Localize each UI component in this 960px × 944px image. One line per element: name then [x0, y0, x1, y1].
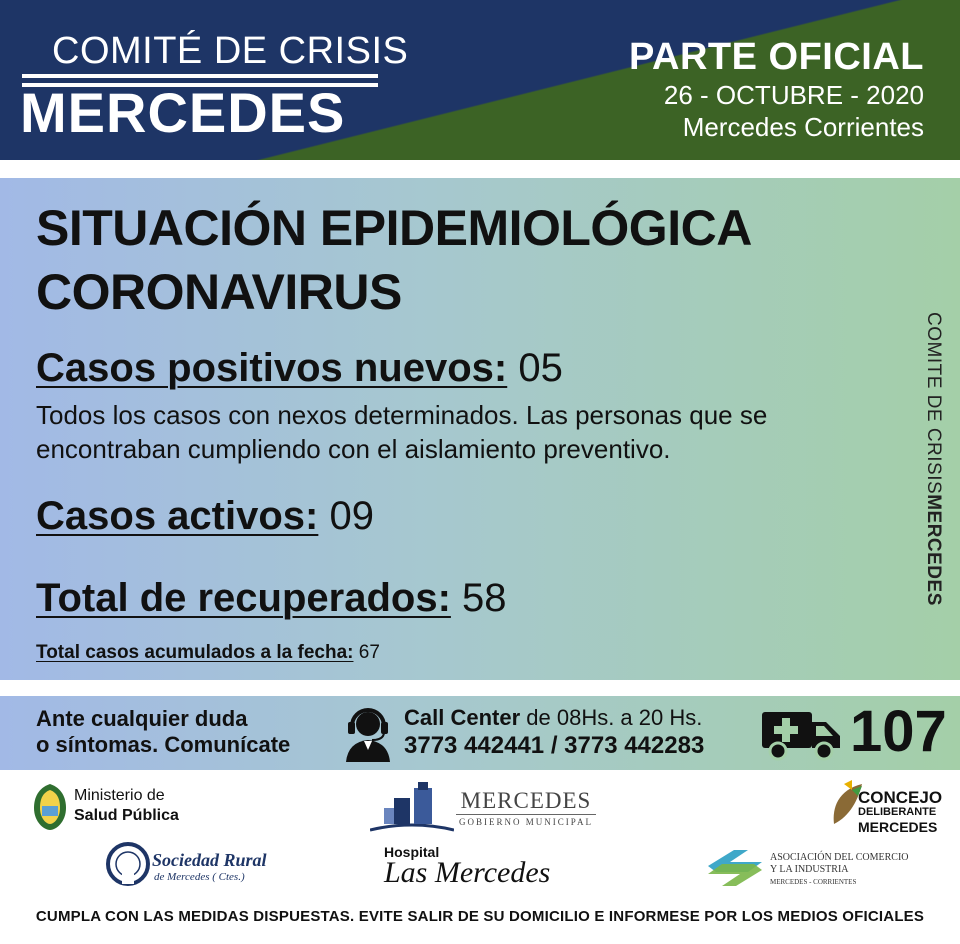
- call-center-hours: de 08Hs. a 20 Hs.: [520, 705, 703, 730]
- parte-oficial-block: [629, 36, 924, 143]
- concejo-line-2: DELIBERANTE: [858, 806, 937, 818]
- recuperados-value: 58: [462, 576, 507, 620]
- ministerio-line-1: Ministerio de: [74, 787, 165, 804]
- side-brand-light: COMITE DE CRISIS: [923, 312, 944, 495]
- nuevos-value: 05: [518, 346, 563, 390]
- contact-line-2: o síntomas. Comunícate: [36, 732, 291, 757]
- activos-value: 09: [329, 494, 374, 538]
- brand-top-text: COMITÉ DE CRISIS: [52, 30, 409, 72]
- hospital-logo: [384, 844, 550, 890]
- side-brand-bold: MERCEDES: [923, 494, 944, 606]
- headline-line-1: SITUACIÓN EPIDEMIOLÓGICA: [36, 200, 752, 256]
- recuperados-label: Total de recuperados:: [36, 576, 451, 620]
- municipio-sub: GOBIERNO MUNICIPAL: [456, 814, 596, 827]
- ministerio-shield-icon: [32, 782, 68, 832]
- contact-line-1: Ante cualquier duda: [36, 706, 248, 731]
- nuevos-row: [36, 346, 563, 391]
- brand-main-text: MERCEDES: [20, 81, 346, 144]
- acumulados-label: Total casos acumulados a la fecha:: [36, 642, 354, 663]
- page-title: [36, 196, 752, 324]
- call-center-label: Call Center: [404, 705, 521, 730]
- call-center-block: [404, 704, 704, 760]
- nuevos-description: Todos los casos con nexos determinados. Las personas que se encontraban cumpliendo con el aislamiento preventivo.: [36, 400, 768, 464]
- rural-line-2: de Mercedes ( Ctes.): [154, 871, 245, 883]
- concejo-line-1: CONCEJO: [858, 788, 943, 807]
- municipio-building-icon: [370, 780, 454, 834]
- municipio-name: MERCEDES: [460, 788, 592, 813]
- headset-icon: [342, 704, 394, 762]
- nuevos-label: Casos positivos nuevos:: [36, 346, 508, 390]
- rural-line-1: Sociedad Rural: [152, 850, 267, 870]
- activos-label: Casos activos:: [36, 494, 319, 538]
- call-center-phones: 3773 442441 / 3773 442283: [404, 732, 705, 759]
- footer-notice: CUMPLA CON LAS MEDIDAS DISPUESTAS. EVITE SALIR DE SU DOMICILIO E INFORMESE POR LOS MEDIOS OFICIALES: [35, 908, 925, 925]
- hospital-line-2: Las Mercedes: [384, 856, 551, 889]
- parte-place: Mercedes Corrientes: [682, 112, 924, 142]
- asociacion-arrows-icon: [704, 846, 766, 890]
- headline-line-2: CORONAVIRUS: [36, 264, 402, 320]
- concejo-line-3: MERCEDES: [858, 819, 938, 835]
- ambulance-icon: [760, 706, 842, 762]
- activos-row: [36, 494, 374, 539]
- parte-title: PARTE OFICIAL: [628, 36, 924, 78]
- contact-message: [36, 706, 290, 758]
- asociacion-line-1: ASOCIACIÓN DEL COMERCIO: [770, 852, 909, 863]
- sociedad-rural-seal-icon: [106, 842, 150, 886]
- acumulados-row: [36, 642, 380, 664]
- asociacion-line-3: MERCEDES - CORRIENTES: [770, 878, 857, 886]
- emergency-number: 107: [850, 699, 947, 764]
- parte-date: 26 - OCTUBRE - 2020: [663, 80, 924, 110]
- ministerio-line-2: Salud Pública: [74, 807, 179, 824]
- hospital-line-1: Hospital: [384, 844, 440, 860]
- recuperados-row: [36, 576, 507, 621]
- asociacion-line-2: Y LA INDUSTRIA: [770, 864, 849, 875]
- acumulados-value: 67: [358, 642, 380, 663]
- side-brand: [922, 312, 944, 606]
